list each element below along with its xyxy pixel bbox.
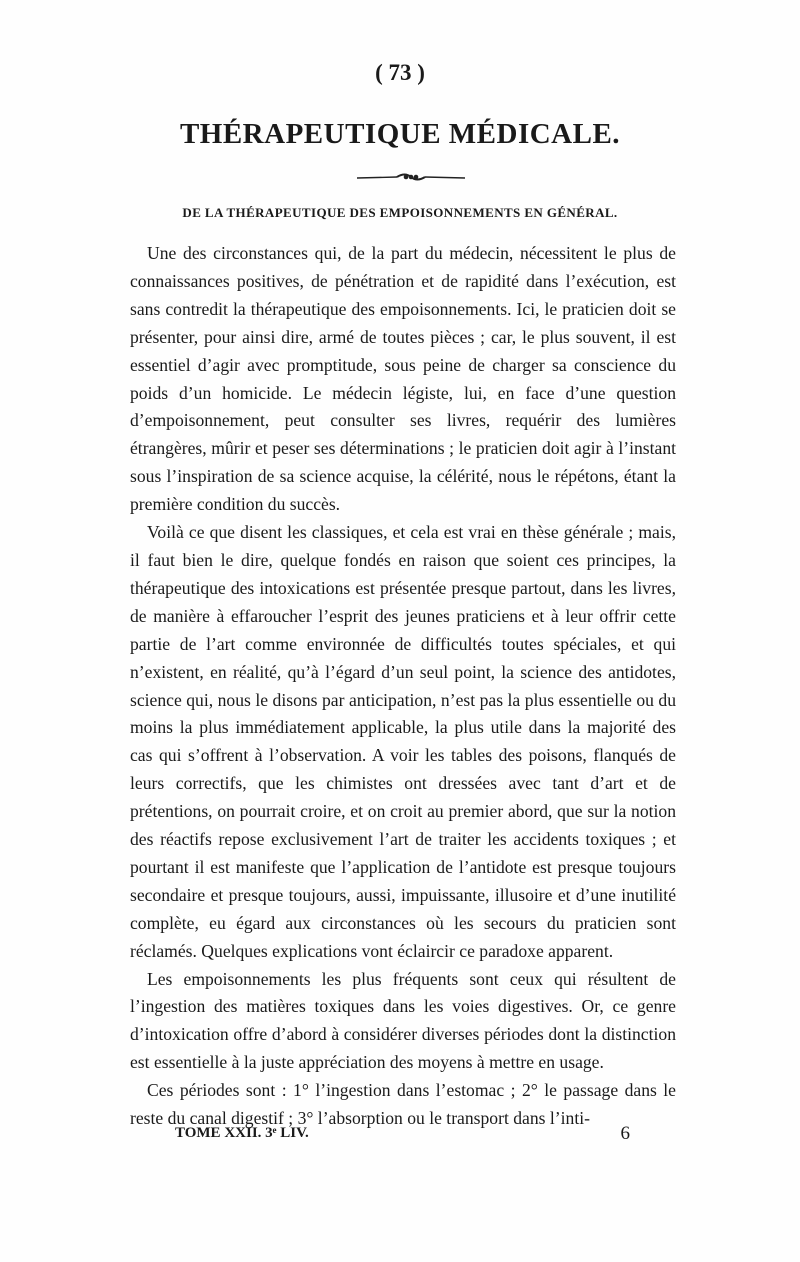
article-body	[130, 240, 676, 1133]
article-subtitle: DE LA THÉRAPEUTIQUE DES EMPOISONNEMENTS EN GÉNÉRAL.	[182, 205, 618, 220]
page-footer	[175, 1125, 630, 1142]
ornament-divider-icon	[355, 170, 467, 184]
page-number: ( 73 )	[375, 60, 425, 85]
paragraph-1: Une des circonstances qui, de la part du médecin, nécessitent le plus de connaissances positives, de pénétration et de rapidité dans l’exécution, est sans contredit la thérapeutique des empoisonnements. Ici, le praticien doit se présenter, pour ainsi dire, armé de toutes pièces ; car, le plus souvent, il est essentiel d’agir avec promptitude, sous peine de charger sa conscience du poids d’un homicide. Le médecin légiste, lui, en face d’une question d’empoisonnement, peut consulter ses livres, requérir des lumières étrangères, mûrir et peser ses déterminations ; le praticien doit agir à l’instant sous l’inspiration de sa science acquise, la célérité, nous le répétons, étant la première condition du succès.	[130, 243, 676, 515]
volume-label: TOME XXII. 3ᵉ LIV.	[175, 1125, 309, 1141]
paragraph-4: Ces périodes sont : 1° l’ingestion dans l’estomac ; 2° le passage dans le reste du canal digestif ; 3° l’absorption ou le transport dans l’inti-	[130, 1080, 676, 1129]
paragraph-3: Les empoisonnements les plus fréquents sont ceux qui résultent de l’ingestion des matières toxiques dans les voies digestives. Or, ce genre d’intoxication offre d’abord à considérer diverses périodes dont la distinction est essentielle à la juste appréciation des moyens à mettre en usage.	[130, 968, 676, 1073]
signature-mark: 6	[620, 1123, 630, 1144]
paragraph-2: Voilà ce que disent les classiques, et cela est vrai en thèse générale ; mais, il faut bien le dire, quelque fondés en raison que soient ces principes, la thérapeutique des intoxications est présentée presque partout, dans les livres, de manière à effaroucher l’esprit des jeunes praticiens et à leur offrir cette partie de l’art comme environnée de difficultés toutes spéciales, et qui n’existent, en réalité, qu’à l’égard d’un seul point, la science des antidotes, science qui, nous le disons par anticipation, n’est pas la plus essentielle ou du moins la plus immédiatement applicable, la plus utile dans la majorité des cas qui s’offrent à l’observation. A voir les tables des poisons, flanqués de leurs correctifs, que les chimistes ont dressées avec tant d’art et de prétentions, on pourrait croire, et on croit au premier abord, que sur la notion des réactifs repose exclusivement l’art de traiter les accidents toxiques ; et pourtant il est manifeste que l’application de l’antidote est presque toujours secondaire et presque toujours, aussi, impuissante, illusoire et d’une inutilité complète, eu égard aux circonstances où les secours du praticien sont réclamés. Quelques explications vont éclaircir ce paradoxe apparent.	[130, 522, 676, 961]
section-title: THÉRAPEUTIQUE MÉDICALE.	[179, 118, 621, 150]
